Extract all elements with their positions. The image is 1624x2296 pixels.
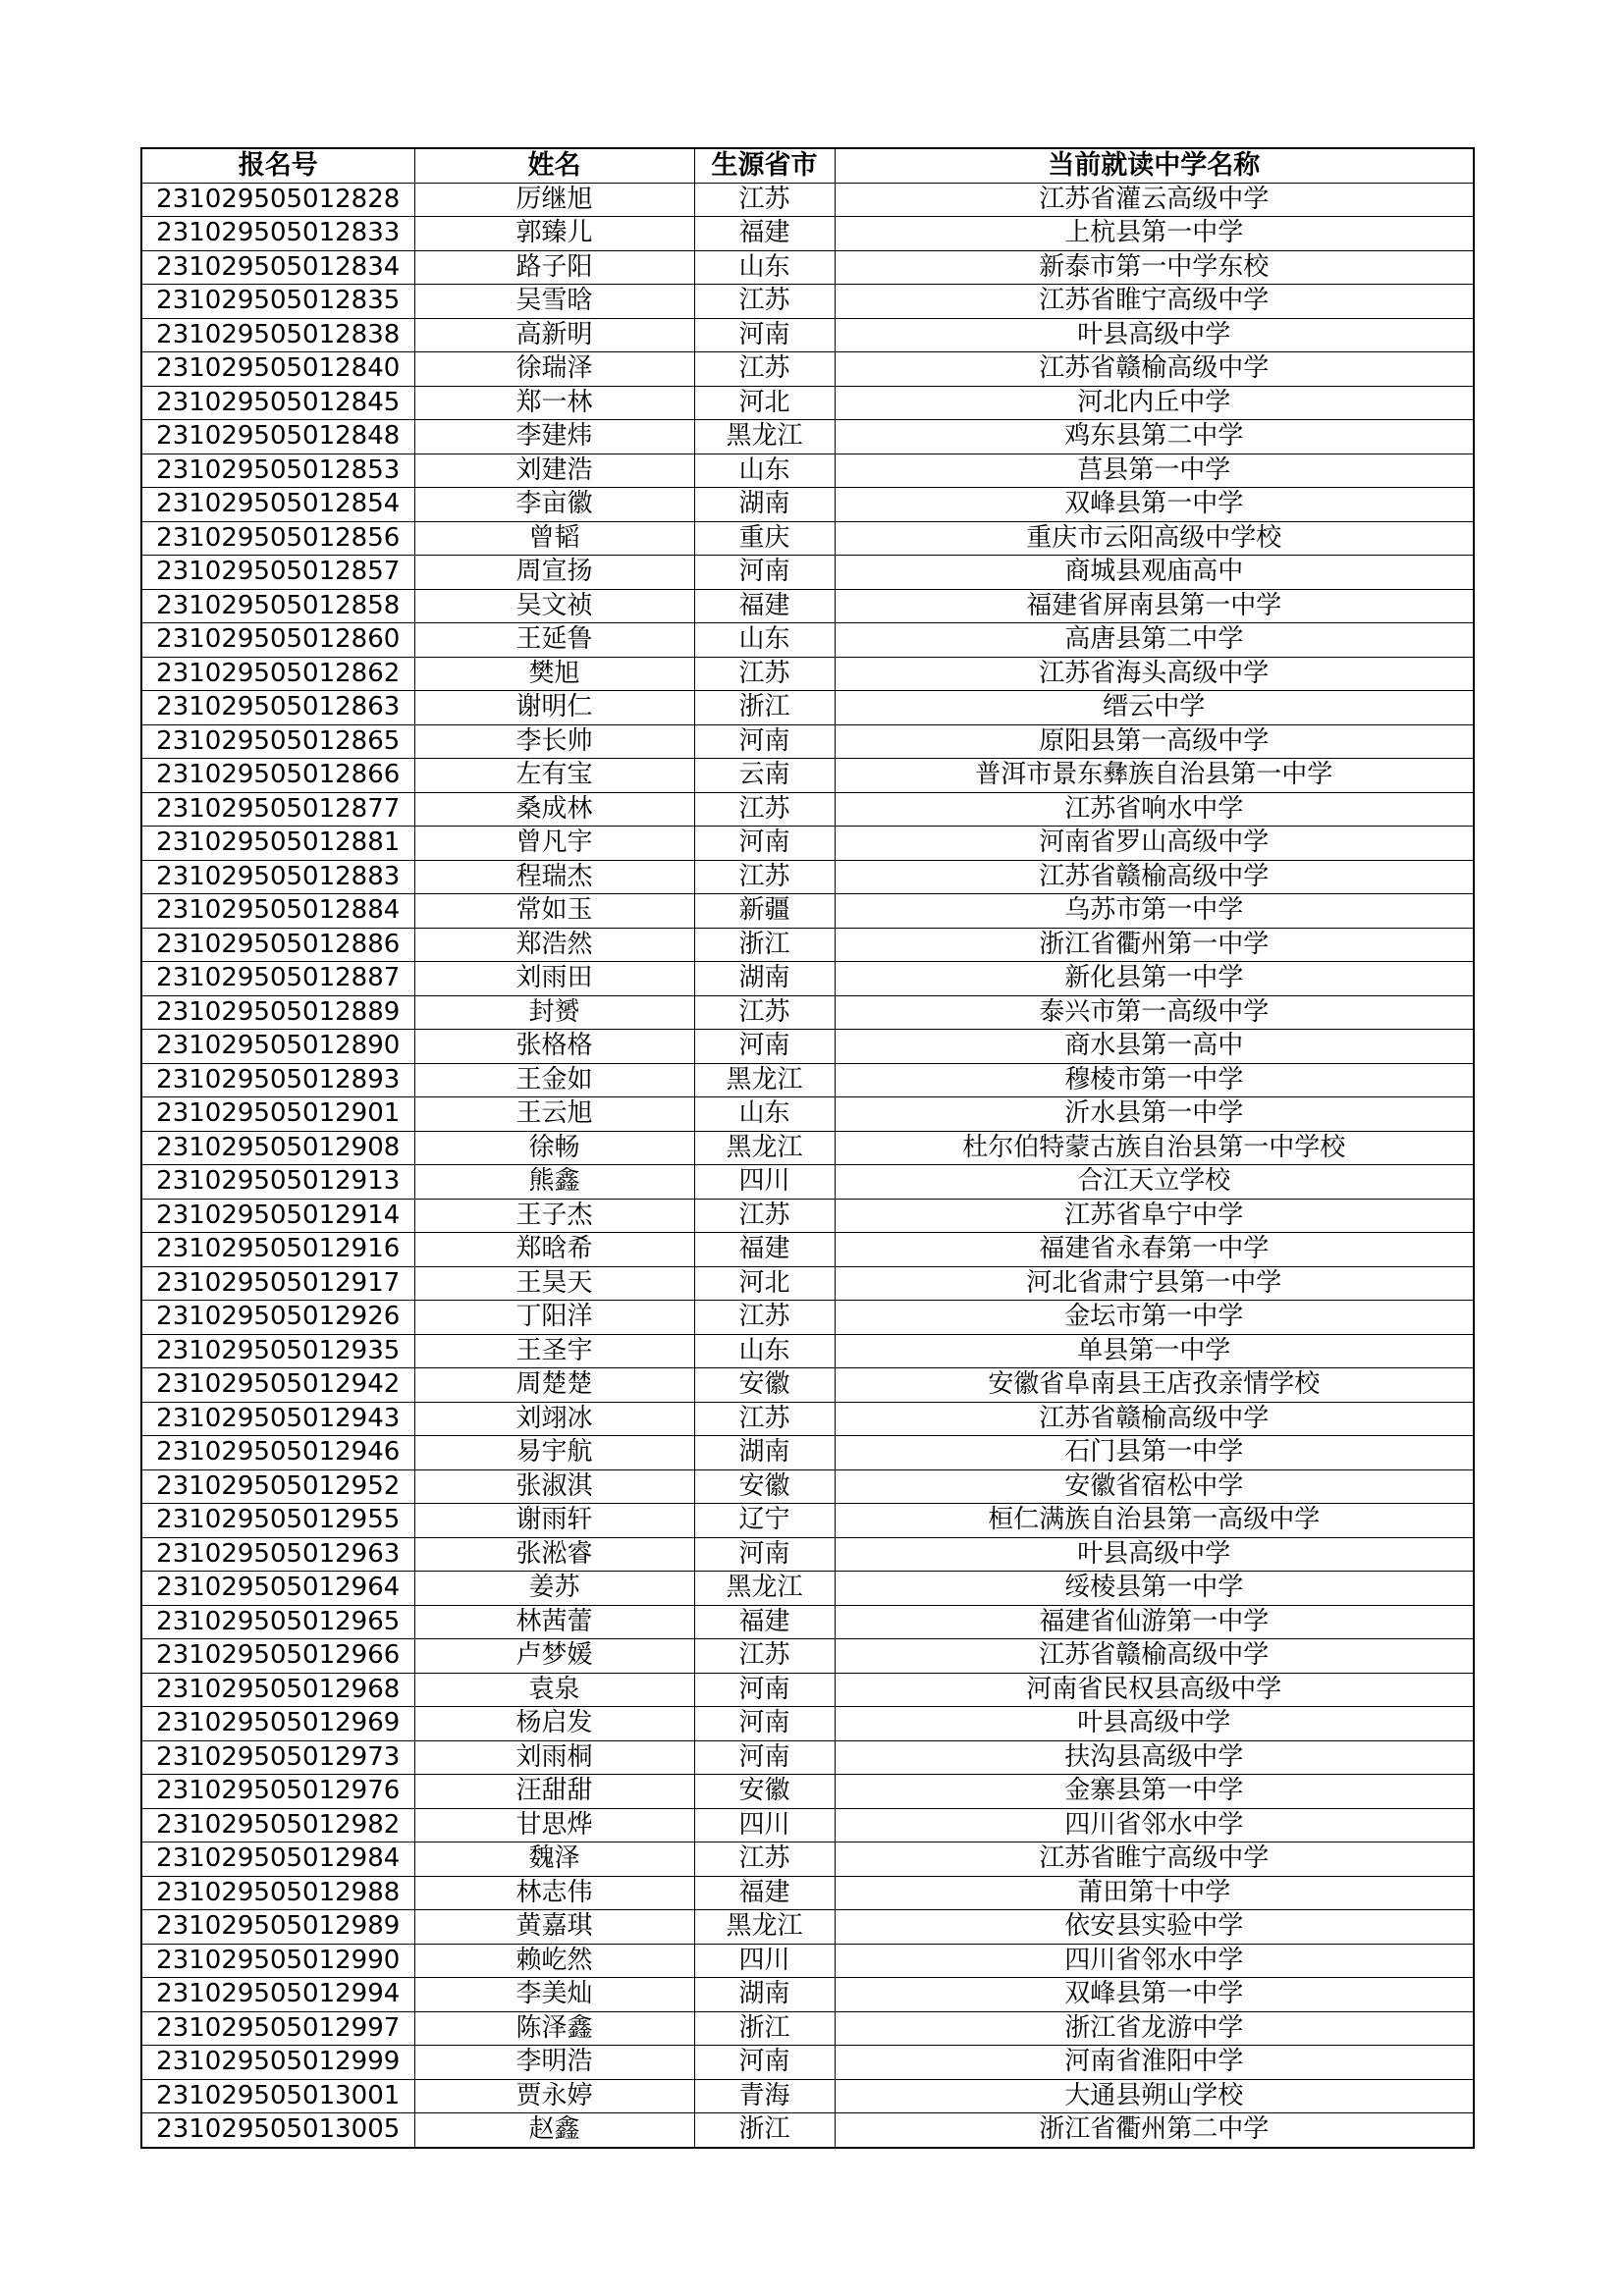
table-row xyxy=(141,556,1474,590)
cell-province: 辽宁 xyxy=(694,1504,835,1538)
table-row xyxy=(141,1334,1474,1368)
cell-name: 王金如 xyxy=(414,1063,694,1097)
table-row xyxy=(141,1469,1474,1504)
table-row xyxy=(141,352,1474,387)
header-row xyxy=(141,148,1474,183)
cell-registration-number: 231029505012862 xyxy=(141,657,414,691)
cell-school: 福建省仙游第一中学 xyxy=(835,1605,1474,1639)
cell-province: 福建 xyxy=(694,1876,835,1910)
cell-registration-number: 231029505012943 xyxy=(141,1402,414,1436)
cell-province: 河南 xyxy=(694,556,835,590)
cell-name: 袁泉 xyxy=(414,1673,694,1707)
cell-name: 郑浩然 xyxy=(414,928,694,962)
cell-school: 莆田第十中学 xyxy=(835,1876,1474,1910)
cell-province: 河北 xyxy=(694,386,835,420)
table-row xyxy=(141,1639,1474,1674)
cell-name: 王云旭 xyxy=(414,1097,694,1132)
cell-name: 谢明仁 xyxy=(414,691,694,725)
cell-province: 湖南 xyxy=(694,1436,835,1470)
cell-school: 叶县高级中学 xyxy=(835,318,1474,352)
cell-province: 江苏 xyxy=(694,1301,835,1335)
cell-name: 李长帅 xyxy=(414,724,694,759)
table-row xyxy=(141,1605,1474,1639)
cell-name: 常如玉 xyxy=(414,894,694,929)
cell-registration-number: 231029505012908 xyxy=(141,1131,414,1165)
cell-province: 四川 xyxy=(694,1808,835,1842)
cell-province: 江苏 xyxy=(694,657,835,691)
table-row xyxy=(141,217,1474,251)
cell-registration-number: 231029505012926 xyxy=(141,1301,414,1335)
cell-name: 李明浩 xyxy=(414,2046,694,2080)
cell-province: 河南 xyxy=(694,827,835,861)
cell-province: 山东 xyxy=(694,454,835,488)
cell-registration-number: 231029505012884 xyxy=(141,894,414,929)
cell-name: 易宇航 xyxy=(414,1436,694,1470)
cell-registration-number: 231029505012952 xyxy=(141,1469,414,1504)
cell-school: 四川省邻水中学 xyxy=(835,1944,1474,1978)
cell-school: 江苏省睢宁高级中学 xyxy=(835,285,1474,319)
cell-registration-number: 231029505012963 xyxy=(141,1537,414,1572)
cell-registration-number: 231029505012889 xyxy=(141,995,414,1030)
table-row xyxy=(141,1199,1474,1233)
cell-registration-number: 231029505012834 xyxy=(141,250,414,285)
cell-school: 沂水县第一中学 xyxy=(835,1097,1474,1132)
cell-province: 黑龙江 xyxy=(694,1131,835,1165)
header-school: 当前就读中学名称 xyxy=(835,148,1474,183)
cell-name: 桑成林 xyxy=(414,792,694,827)
cell-registration-number: 231029505012865 xyxy=(141,724,414,759)
cell-province: 湖南 xyxy=(694,488,835,522)
table-body xyxy=(141,183,1474,2148)
cell-registration-number: 231029505012964 xyxy=(141,1572,414,1606)
table-row xyxy=(141,1673,1474,1707)
cell-registration-number: 231029505012984 xyxy=(141,1842,414,1877)
table-row xyxy=(141,1097,1474,1132)
cell-province: 福建 xyxy=(694,1605,835,1639)
table-row xyxy=(141,962,1474,996)
cell-province: 黑龙江 xyxy=(694,1910,835,1945)
cell-province: 河南 xyxy=(694,1537,835,1572)
cell-registration-number: 231029505012848 xyxy=(141,420,414,454)
cell-province: 黑龙江 xyxy=(694,1063,835,1097)
cell-name: 王圣宇 xyxy=(414,1334,694,1368)
cell-province: 黑龙江 xyxy=(694,420,835,454)
cell-name: 林志伟 xyxy=(414,1876,694,1910)
table-row xyxy=(141,1165,1474,1200)
cell-school: 江苏省赣榆高级中学 xyxy=(835,860,1474,894)
cell-name: 刘翊冰 xyxy=(414,1402,694,1436)
cell-name: 王子杰 xyxy=(414,1199,694,1233)
table-row xyxy=(141,1233,1474,1267)
cell-school: 大通县朔山学校 xyxy=(835,2079,1474,2113)
cell-province: 江苏 xyxy=(694,1402,835,1436)
cell-school: 原阳县第一高级中学 xyxy=(835,724,1474,759)
table-row xyxy=(141,860,1474,894)
cell-name: 林茜蕾 xyxy=(414,1605,694,1639)
cell-name: 高新明 xyxy=(414,318,694,352)
cell-name: 张淑淇 xyxy=(414,1469,694,1504)
cell-province: 江苏 xyxy=(694,792,835,827)
table-row xyxy=(141,1063,1474,1097)
cell-province: 湖南 xyxy=(694,962,835,996)
cell-school: 江苏省赣榆高级中学 xyxy=(835,1639,1474,1674)
cell-province: 黑龙江 xyxy=(694,1572,835,1606)
cell-province: 青海 xyxy=(694,2079,835,2113)
cell-school: 单县第一中学 xyxy=(835,1334,1474,1368)
cell-school: 商水县第一高中 xyxy=(835,1030,1474,1064)
cell-province: 安徽 xyxy=(694,1368,835,1403)
cell-province: 河南 xyxy=(694,1740,835,1775)
cell-school: 双峰县第一中学 xyxy=(835,1978,1474,2012)
cell-registration-number: 231029505012845 xyxy=(141,386,414,420)
cell-name: 封赟 xyxy=(414,995,694,1030)
cell-province: 重庆 xyxy=(694,521,835,556)
student-list-table-wrapper xyxy=(140,147,1473,2149)
cell-school: 高唐县第二中学 xyxy=(835,623,1474,658)
cell-school: 江苏省响水中学 xyxy=(835,792,1474,827)
cell-province: 河北 xyxy=(694,1266,835,1301)
cell-name: 左有宝 xyxy=(414,759,694,793)
cell-name: 厉继旭 xyxy=(414,183,694,217)
cell-province: 河南 xyxy=(694,724,835,759)
cell-school: 河北内丘中学 xyxy=(835,386,1474,420)
cell-name: 杨启发 xyxy=(414,1707,694,1741)
table-row xyxy=(141,1978,1474,2012)
cell-province: 江苏 xyxy=(694,860,835,894)
cell-school: 叶县高级中学 xyxy=(835,1537,1474,1572)
cell-school: 桓仁满族自治县第一高级中学 xyxy=(835,1504,1474,1538)
cell-registration-number: 231029505012966 xyxy=(141,1639,414,1674)
cell-school: 上杭县第一中学 xyxy=(835,217,1474,251)
cell-name: 周宣扬 xyxy=(414,556,694,590)
cell-name: 甘思烨 xyxy=(414,1808,694,1842)
table-row xyxy=(141,724,1474,759)
cell-school: 浙江省衢州第二中学 xyxy=(835,2113,1474,2148)
cell-school: 浙江省衢州第一中学 xyxy=(835,928,1474,962)
cell-school: 扶沟县高级中学 xyxy=(835,1740,1474,1775)
cell-school: 石门县第一中学 xyxy=(835,1436,1474,1470)
cell-registration-number: 231029505012914 xyxy=(141,1199,414,1233)
cell-province: 浙江 xyxy=(694,2011,835,2046)
table-row xyxy=(141,2011,1474,2046)
cell-registration-number: 231029505012853 xyxy=(141,454,414,488)
cell-registration-number: 231029505012988 xyxy=(141,1876,414,1910)
cell-registration-number: 231029505012913 xyxy=(141,1165,414,1200)
cell-school: 江苏省阜宁中学 xyxy=(835,1199,1474,1233)
cell-registration-number: 231029505012973 xyxy=(141,1740,414,1775)
cell-school: 鸡东县第二中学 xyxy=(835,420,1474,454)
cell-school: 叶县高级中学 xyxy=(835,1707,1474,1741)
cell-school: 新泰市第一中学东校 xyxy=(835,250,1474,285)
cell-registration-number: 231029505012994 xyxy=(141,1978,414,2012)
cell-province: 河南 xyxy=(694,1673,835,1707)
table-row xyxy=(141,1740,1474,1775)
cell-school: 四川省邻水中学 xyxy=(835,1808,1474,1842)
table-row xyxy=(141,1842,1474,1877)
cell-registration-number: 231029505012856 xyxy=(141,521,414,556)
cell-registration-number: 231029505012840 xyxy=(141,352,414,387)
cell-name: 郑晗希 xyxy=(414,1233,694,1267)
header-registration-number: 报名号 xyxy=(141,148,414,183)
cell-registration-number: 231029505012890 xyxy=(141,1030,414,1064)
cell-registration-number: 231029505012893 xyxy=(141,1063,414,1097)
cell-province: 山东 xyxy=(694,1097,835,1132)
cell-school: 河南省罗山高级中学 xyxy=(835,827,1474,861)
cell-name: 周楚楚 xyxy=(414,1368,694,1403)
cell-registration-number: 231029505012965 xyxy=(141,1605,414,1639)
cell-school: 杜尔伯特蒙古族自治县第一中学校 xyxy=(835,1131,1474,1165)
cell-name: 王昊天 xyxy=(414,1266,694,1301)
cell-name: 张格格 xyxy=(414,1030,694,1064)
cell-province: 河南 xyxy=(694,2046,835,2080)
cell-name: 刘雨桐 xyxy=(414,1740,694,1775)
cell-name: 徐畅 xyxy=(414,1131,694,1165)
table-row xyxy=(141,1910,1474,1945)
cell-province: 四川 xyxy=(694,1944,835,1978)
cell-school: 重庆市云阳高级中学校 xyxy=(835,521,1474,556)
cell-school: 江苏省赣榆高级中学 xyxy=(835,352,1474,387)
cell-province: 山东 xyxy=(694,623,835,658)
table-row xyxy=(141,318,1474,352)
cell-province: 山东 xyxy=(694,250,835,285)
cell-name: 李建炜 xyxy=(414,420,694,454)
cell-school: 安徽省阜南县王店孜亲情学校 xyxy=(835,1368,1474,1403)
cell-name: 程瑞杰 xyxy=(414,860,694,894)
cell-province: 新疆 xyxy=(694,894,835,929)
table-row xyxy=(141,488,1474,522)
table-row xyxy=(141,1368,1474,1403)
cell-school: 福建省屏南县第一中学 xyxy=(835,589,1474,623)
table-row xyxy=(141,759,1474,793)
table-row xyxy=(141,657,1474,691)
cell-registration-number: 231029505012955 xyxy=(141,1504,414,1538)
cell-registration-number: 231029505012999 xyxy=(141,2046,414,2080)
cell-name: 张淞睿 xyxy=(414,1537,694,1572)
cell-name: 郑一林 xyxy=(414,386,694,420)
cell-name: 吴文祯 xyxy=(414,589,694,623)
cell-name: 吴雪晗 xyxy=(414,285,694,319)
cell-province: 江苏 xyxy=(694,183,835,217)
table-row xyxy=(141,928,1474,962)
cell-province: 福建 xyxy=(694,217,835,251)
cell-province: 河南 xyxy=(694,318,835,352)
header-province: 生源省市 xyxy=(694,148,835,183)
cell-registration-number: 231029505012997 xyxy=(141,2011,414,2046)
cell-registration-number: 231029505012881 xyxy=(141,827,414,861)
table-row xyxy=(141,1572,1474,1606)
cell-name: 李亩徽 xyxy=(414,488,694,522)
cell-name: 陈泽鑫 xyxy=(414,2011,694,2046)
cell-school: 穆棱市第一中学 xyxy=(835,1063,1474,1097)
cell-name: 姜苏 xyxy=(414,1572,694,1606)
table-row xyxy=(141,250,1474,285)
cell-school: 缙云中学 xyxy=(835,691,1474,725)
cell-name: 贾永婷 xyxy=(414,2079,694,2113)
cell-school: 江苏省灌云高级中学 xyxy=(835,183,1474,217)
table-row xyxy=(141,1266,1474,1301)
cell-school: 金寨县第一中学 xyxy=(835,1775,1474,1809)
cell-province: 浙江 xyxy=(694,928,835,962)
cell-school: 江苏省赣榆高级中学 xyxy=(835,1402,1474,1436)
cell-registration-number: 231029505012858 xyxy=(141,589,414,623)
cell-name: 樊旭 xyxy=(414,657,694,691)
table-row xyxy=(141,623,1474,658)
table-row xyxy=(141,1131,1474,1165)
table-row xyxy=(141,1504,1474,1538)
table-row xyxy=(141,691,1474,725)
table-row xyxy=(141,521,1474,556)
cell-province: 四川 xyxy=(694,1165,835,1200)
cell-school: 河南省民权县高级中学 xyxy=(835,1673,1474,1707)
table-row xyxy=(141,2046,1474,2080)
cell-school: 商城县观庙高中 xyxy=(835,556,1474,590)
table-row xyxy=(141,1301,1474,1335)
cell-school: 河北省肃宁县第一中学 xyxy=(835,1266,1474,1301)
cell-registration-number: 231029505012835 xyxy=(141,285,414,319)
table-row xyxy=(141,1808,1474,1842)
cell-school: 莒县第一中学 xyxy=(835,454,1474,488)
cell-registration-number: 231029505012946 xyxy=(141,1436,414,1470)
cell-province: 河南 xyxy=(694,1707,835,1741)
student-list-table xyxy=(140,147,1475,2149)
cell-name: 魏泽 xyxy=(414,1842,694,1877)
table-row xyxy=(141,827,1474,861)
cell-registration-number: 231029505012828 xyxy=(141,183,414,217)
cell-name: 徐瑞泽 xyxy=(414,352,694,387)
cell-registration-number: 231029505012863 xyxy=(141,691,414,725)
cell-school: 新化县第一中学 xyxy=(835,962,1474,996)
cell-name: 丁阳洋 xyxy=(414,1301,694,1335)
cell-registration-number: 231029505012968 xyxy=(141,1673,414,1707)
cell-registration-number: 231029505012976 xyxy=(141,1775,414,1809)
table-row xyxy=(141,285,1474,319)
cell-province: 河南 xyxy=(694,1030,835,1064)
cell-registration-number: 231029505012866 xyxy=(141,759,414,793)
cell-registration-number: 231029505012887 xyxy=(141,962,414,996)
cell-name: 王延鲁 xyxy=(414,623,694,658)
cell-registration-number: 231029505012917 xyxy=(141,1266,414,1301)
table-row xyxy=(141,1030,1474,1064)
table-row xyxy=(141,894,1474,929)
cell-registration-number: 231029505012942 xyxy=(141,1368,414,1403)
table-row xyxy=(141,420,1474,454)
cell-registration-number: 231029505012883 xyxy=(141,860,414,894)
table-row xyxy=(141,792,1474,827)
cell-registration-number: 231029505013001 xyxy=(141,2079,414,2113)
cell-province: 福建 xyxy=(694,1233,835,1267)
cell-province: 安徽 xyxy=(694,1775,835,1809)
cell-school: 安徽省宿松中学 xyxy=(835,1469,1474,1504)
cell-school: 江苏省海头高级中学 xyxy=(835,657,1474,691)
table-row xyxy=(141,1707,1474,1741)
cell-name: 郭臻儿 xyxy=(414,217,694,251)
cell-name: 谢雨轩 xyxy=(414,1504,694,1538)
cell-name: 刘建浩 xyxy=(414,454,694,488)
cell-name: 路子阳 xyxy=(414,250,694,285)
cell-province: 云南 xyxy=(694,759,835,793)
table-row xyxy=(141,1775,1474,1809)
cell-name: 卢梦媛 xyxy=(414,1639,694,1674)
cell-registration-number: 231029505012935 xyxy=(141,1334,414,1368)
cell-registration-number: 231029505012886 xyxy=(141,928,414,962)
cell-province: 浙江 xyxy=(694,691,835,725)
table-row xyxy=(141,589,1474,623)
cell-name: 曾韬 xyxy=(414,521,694,556)
cell-name: 刘雨田 xyxy=(414,962,694,996)
cell-name: 曾凡宇 xyxy=(414,827,694,861)
cell-province: 江苏 xyxy=(694,1639,835,1674)
cell-registration-number: 231029505012989 xyxy=(141,1910,414,1945)
cell-registration-number: 231029505012990 xyxy=(141,1944,414,1978)
cell-name: 熊鑫 xyxy=(414,1165,694,1200)
cell-province: 江苏 xyxy=(694,285,835,319)
cell-province: 福建 xyxy=(694,589,835,623)
table-row xyxy=(141,1876,1474,1910)
cell-school: 合江天立学校 xyxy=(835,1165,1474,1200)
cell-province: 江苏 xyxy=(694,995,835,1030)
table-row xyxy=(141,1436,1474,1470)
table-row xyxy=(141,386,1474,420)
cell-province: 江苏 xyxy=(694,1842,835,1877)
cell-registration-number: 231029505012969 xyxy=(141,1707,414,1741)
cell-school: 双峰县第一中学 xyxy=(835,488,1474,522)
cell-name: 赖屹然 xyxy=(414,1944,694,1978)
table-row xyxy=(141,454,1474,488)
cell-name: 汪甜甜 xyxy=(414,1775,694,1809)
cell-registration-number: 231029505012854 xyxy=(141,488,414,522)
cell-school: 浙江省龙游中学 xyxy=(835,2011,1474,2046)
cell-school: 福建省永春第一中学 xyxy=(835,1233,1474,1267)
table-row xyxy=(141,995,1474,1030)
cell-registration-number: 231029505012857 xyxy=(141,556,414,590)
table-row xyxy=(141,2079,1474,2113)
cell-school: 依安县实验中学 xyxy=(835,1910,1474,1945)
cell-school: 金坛市第一中学 xyxy=(835,1301,1474,1335)
cell-name: 李美灿 xyxy=(414,1978,694,2012)
cell-province: 江苏 xyxy=(694,1199,835,1233)
cell-registration-number: 231029505012877 xyxy=(141,792,414,827)
cell-registration-number: 231029505012860 xyxy=(141,623,414,658)
cell-school: 江苏省睢宁高级中学 xyxy=(835,1842,1474,1877)
table-row xyxy=(141,183,1474,217)
table-row xyxy=(141,1402,1474,1436)
cell-registration-number: 231029505012838 xyxy=(141,318,414,352)
cell-school: 绥棱县第一中学 xyxy=(835,1572,1474,1606)
cell-registration-number: 231029505012833 xyxy=(141,217,414,251)
cell-province: 浙江 xyxy=(694,2113,835,2148)
cell-name: 黄嘉琪 xyxy=(414,1910,694,1945)
cell-province: 江苏 xyxy=(694,352,835,387)
cell-school: 普洱市景东彝族自治县第一中学 xyxy=(835,759,1474,793)
cell-school: 泰兴市第一高级中学 xyxy=(835,995,1474,1030)
cell-province: 安徽 xyxy=(694,1469,835,1504)
header-name: 姓名 xyxy=(414,148,694,183)
cell-province: 湖南 xyxy=(694,1978,835,2012)
cell-name: 赵鑫 xyxy=(414,2113,694,2148)
cell-registration-number: 231029505012901 xyxy=(141,1097,414,1132)
cell-province: 山东 xyxy=(694,1334,835,1368)
table-row xyxy=(141,2113,1474,2148)
cell-registration-number: 231029505013005 xyxy=(141,2113,414,2148)
table-row xyxy=(141,1537,1474,1572)
cell-registration-number: 231029505012982 xyxy=(141,1808,414,1842)
cell-registration-number: 231029505012916 xyxy=(141,1233,414,1267)
table-row xyxy=(141,1944,1474,1978)
cell-school: 乌苏市第一中学 xyxy=(835,894,1474,929)
cell-school: 河南省淮阳中学 xyxy=(835,2046,1474,2080)
table-header xyxy=(141,148,1474,183)
